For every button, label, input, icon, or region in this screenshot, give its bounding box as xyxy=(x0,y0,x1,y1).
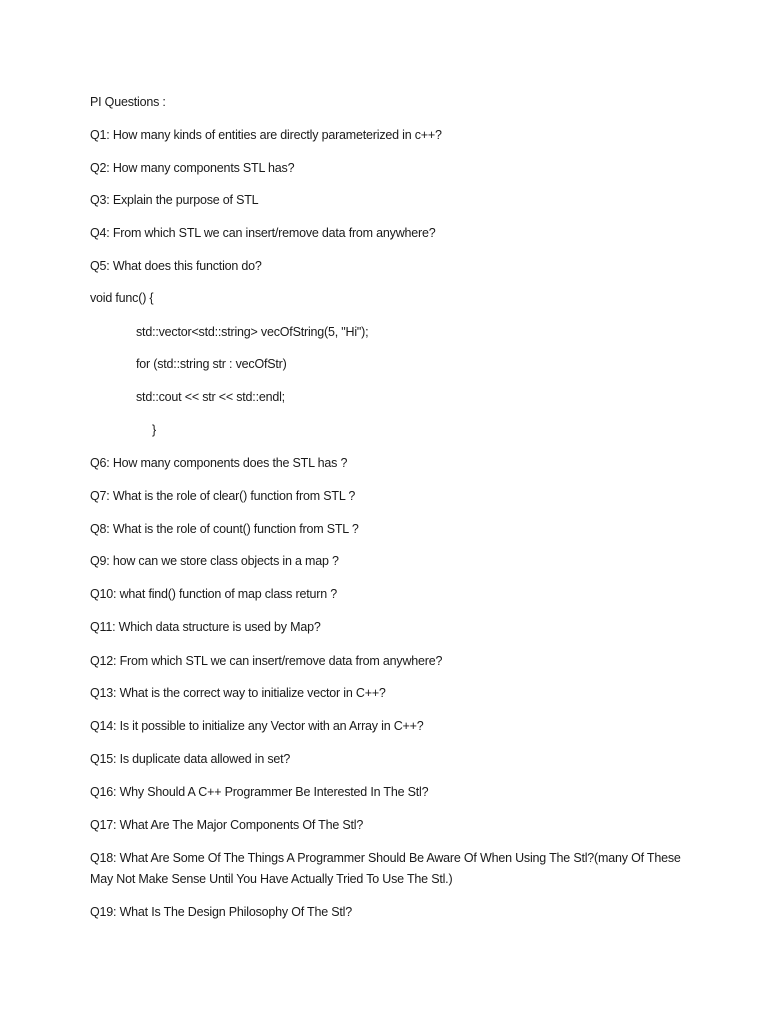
code-line-for-loop: for (std::string str : vecOfStr) xyxy=(136,357,287,371)
question-q7: Q7: What is the role of clear() function from STL ? xyxy=(90,489,356,503)
question-q15: Q15: Is duplicate data allowed in set? xyxy=(90,752,291,766)
code-line-func-signature: void func() { xyxy=(90,291,154,305)
question-q11: Q11: Which data structure is used by Map? xyxy=(90,620,321,634)
question-q8: Q8: What is the role of count() function from STL ? xyxy=(90,522,359,536)
code-line-cout: std::cout << str << std::endl; xyxy=(136,390,285,404)
question-q18: Q18: What Are Some Of The Things A Programmer Should Be Aware Of When Using The Stl?(many Of These May Not Make Sense Until You Have Actually Tried To Use The Stl.) xyxy=(90,851,681,886)
question-q6: Q6: How many components does the STL has ? xyxy=(90,456,348,470)
question-q19: Q19: What Is The Design Philosophy Of The Stl? xyxy=(90,905,353,919)
question-q14: Q14: Is it possible to initialize any Vector with an Array in C++? xyxy=(90,719,424,733)
document-heading: PI Questions : xyxy=(90,95,166,109)
question-q16: Q16: Why Should A C++ Programmer Be Interested In The Stl? xyxy=(90,785,429,799)
code-line-closing-brace: } xyxy=(152,423,156,437)
question-q4: Q4: From which STL we can insert/remove data from anywhere? xyxy=(90,226,436,240)
question-q5: Q5: What does this function do? xyxy=(90,259,262,273)
question-q10: Q10: what find() function of map class return ? xyxy=(90,587,337,601)
question-q17: Q17: What Are The Major Components Of The Stl? xyxy=(90,818,364,832)
code-line-vector-decl: std::vector<std::string> vecOfString(5, "Hi"); xyxy=(136,325,369,339)
question-q9: Q9: how can we store class objects in a map ? xyxy=(90,554,339,568)
question-q1: Q1: How many kinds of entities are directly parameterized in c++? xyxy=(90,128,442,142)
question-q3: Q3: Explain the purpose of STL xyxy=(90,193,259,207)
question-q13: Q13: What is the correct way to initialize vector in C++? xyxy=(90,686,386,700)
question-q12: Q12: From which STL we can insert/remove data from anywhere? xyxy=(90,654,443,668)
question-q2: Q2: How many components STL has? xyxy=(90,161,295,175)
